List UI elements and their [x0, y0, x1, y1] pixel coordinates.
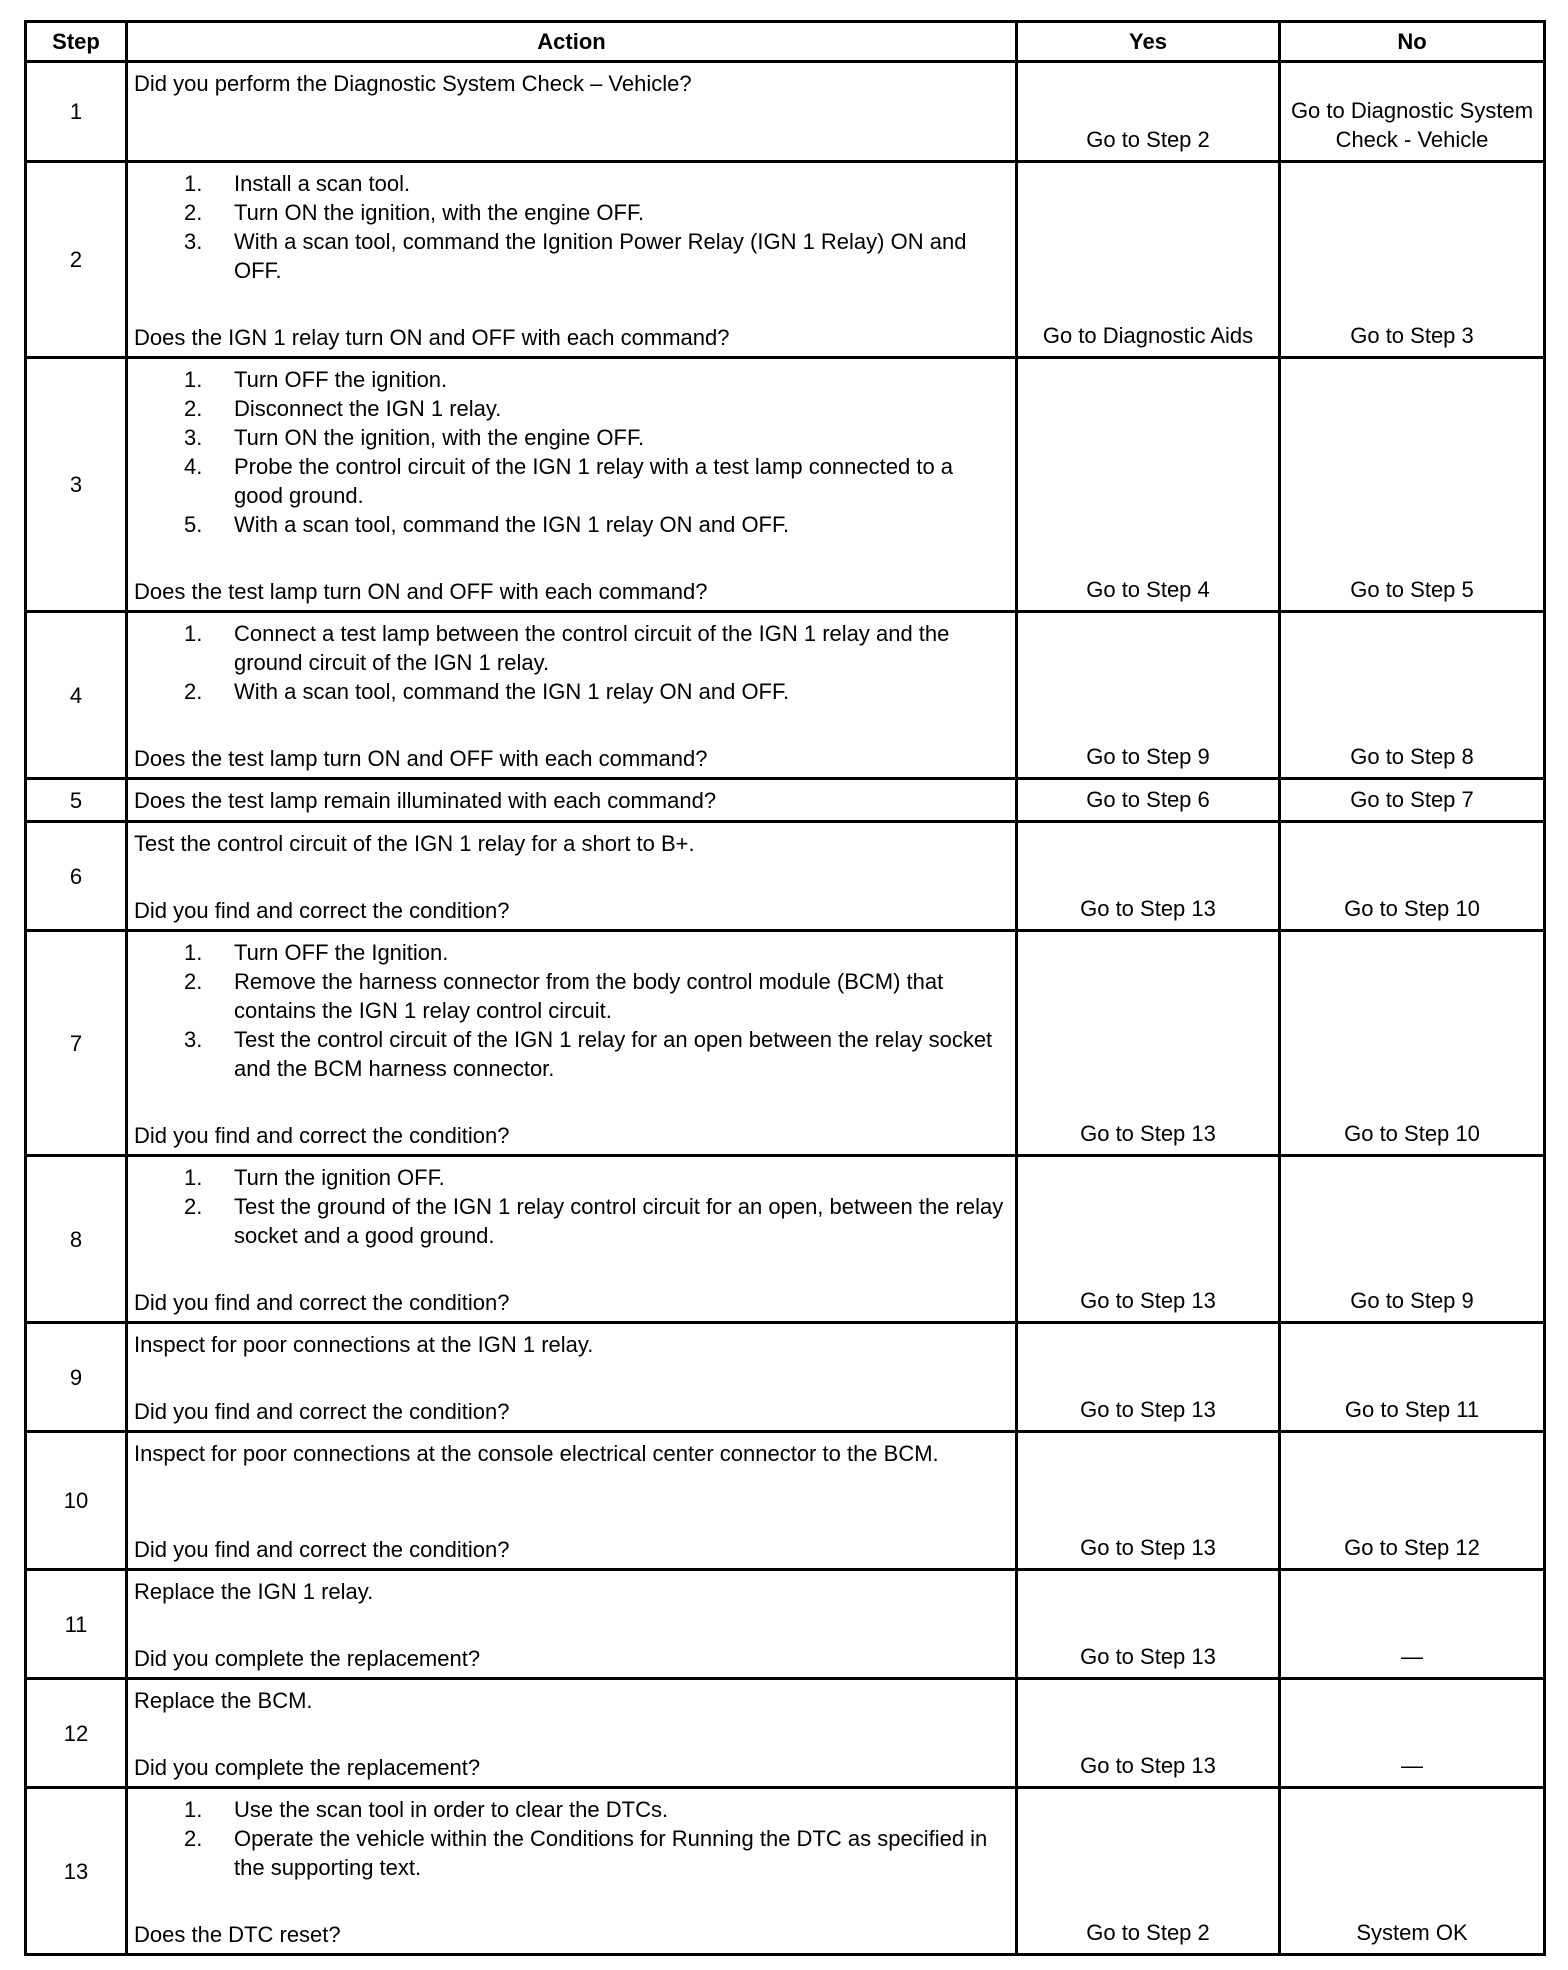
yes-result: Go to Step 13 — [1017, 1432, 1280, 1570]
procedure-item-text: Connect a test lamp between the control circuit of the IGN 1 relay and the ground circuit of the IGN 1 relay. — [234, 621, 950, 675]
procedure-list — [134, 938, 1007, 1083]
no-result: — — [1280, 1570, 1545, 1679]
no-result: System OK — [1280, 1788, 1545, 1955]
step-number: 4 — [26, 612, 127, 779]
action-instruction: Inspect for poor connections at the console electrical center connector to the BCM. — [134, 1441, 939, 1466]
table-row — [26, 822, 1545, 931]
no-result: Go to Step 5 — [1280, 358, 1545, 612]
step-number: 7 — [26, 931, 127, 1156]
procedure-item-text: Install a scan tool. — [234, 171, 411, 196]
action-question: Does the test lamp turn ON and OFF with each command? — [134, 579, 708, 604]
step-number: 8 — [26, 1156, 127, 1323]
procedure-item — [134, 198, 1007, 227]
step-number: 1 — [26, 62, 127, 162]
action-cell — [127, 358, 1017, 612]
procedure-item-number: 2. — [184, 969, 203, 994]
action-cell — [127, 1570, 1017, 1679]
yes-result: Go to Step 13 — [1017, 822, 1280, 931]
action-cell — [127, 612, 1017, 779]
procedure-item-text: Test the control circuit of the IGN 1 relay for an open between the relay socket and the BCM harness connector. — [234, 1027, 993, 1081]
procedure-item-text: With a scan tool, command the IGN 1 relay ON and OFF. — [234, 679, 790, 704]
action-question: Did you complete the replacement? — [134, 1646, 481, 1671]
step-number: 6 — [26, 822, 127, 931]
procedure-item — [134, 619, 1007, 677]
action-instruction: Test the control circuit of the IGN 1 relay for a short to B+. — [134, 831, 695, 856]
action-question: Did you find and correct the condition? — [134, 1399, 510, 1424]
table-row — [26, 1432, 1545, 1570]
yes-result: Go to Step 13 — [1017, 931, 1280, 1156]
step-number: 5 — [26, 779, 127, 822]
action-cell — [127, 62, 1017, 162]
procedure-item — [134, 169, 1007, 198]
procedure-item — [134, 452, 1007, 510]
table-row — [26, 779, 1545, 822]
diagnostic-table — [24, 20, 1546, 1956]
procedure-item-text: With a scan tool, command the Ignition Power Relay (IGN 1 Relay) ON and OFF. — [234, 229, 967, 283]
step-number: 2 — [26, 162, 127, 358]
action-cell — [127, 822, 1017, 931]
action-cell — [127, 1323, 1017, 1432]
action-question: Does the test lamp turn ON and OFF with each command? — [134, 746, 708, 771]
action-question: Does the test lamp remain illuminated with each command? — [134, 788, 717, 813]
procedure-item-number: 1. — [184, 171, 203, 196]
step-number: 13 — [26, 1788, 127, 1955]
no-result: Go to Step 3 — [1280, 162, 1545, 358]
header-yes: Yes — [1017, 22, 1280, 62]
yes-result: Go to Step 13 — [1017, 1323, 1280, 1432]
procedure-item-text: Probe the control circuit of the IGN 1 relay with a test lamp connected to a good ground. — [234, 454, 954, 508]
procedure-item-text: Test the ground of the IGN 1 relay control circuit for an open, between the relay socket and a good ground. — [234, 1194, 1004, 1248]
step-number: 9 — [26, 1323, 127, 1432]
procedure-item-number: 2. — [184, 1194, 203, 1219]
no-result: Go to Step 9 — [1280, 1156, 1545, 1323]
table-row — [26, 358, 1545, 612]
action-cell — [127, 1679, 1017, 1788]
procedure-item-text: Turn the ignition OFF. — [234, 1165, 445, 1190]
yes-result: Go to Step 6 — [1017, 779, 1280, 822]
table-row — [26, 162, 1545, 358]
header-action: Action — [127, 22, 1017, 62]
procedure-list — [134, 619, 1007, 706]
procedure-item-text: Turn OFF the ignition. — [234, 367, 448, 392]
yes-result: Go to Step 4 — [1017, 358, 1280, 612]
procedure-item-number: 3. — [184, 425, 203, 450]
step-number: 12 — [26, 1679, 127, 1788]
yes-result: Go to Step 2 — [1017, 1788, 1280, 1955]
procedure-item — [134, 227, 1007, 285]
procedure-item-number: 1. — [184, 367, 203, 392]
procedure-item-number: 3. — [184, 229, 203, 254]
table-row — [26, 1679, 1545, 1788]
action-question: Does the DTC reset? — [134, 1922, 341, 1947]
no-result: Go to Step 7 — [1280, 779, 1545, 822]
step-number: 3 — [26, 358, 127, 612]
procedure-item-text: Turn ON the ignition, with the engine OFF. — [234, 200, 645, 225]
no-result: — — [1280, 1679, 1545, 1788]
table-row — [26, 612, 1545, 779]
table-row — [26, 931, 1545, 1156]
procedure-item-number: 1. — [184, 940, 203, 965]
procedure-list — [134, 169, 1007, 285]
action-instruction: Replace the IGN 1 relay. — [134, 1579, 374, 1604]
procedure-item-text: Operate the vehicle within the Conditions for Running the DTC as specified in the supporting text. — [234, 1826, 988, 1880]
table-header-row — [26, 22, 1545, 62]
action-question: Did you find and correct the condition? — [134, 1290, 510, 1315]
no-result: Go to Diagnostic System Check - Vehicle — [1280, 62, 1545, 162]
procedure-item — [134, 394, 1007, 423]
yes-result: Go to Step 9 — [1017, 612, 1280, 779]
procedure-item-number: 3. — [184, 1027, 203, 1052]
procedure-item — [134, 1824, 1007, 1882]
procedure-item-text: Remove the harness connector from the body control module (BCM) that contains the IGN 1 relay control circuit. — [234, 969, 944, 1023]
procedure-item-number: 2. — [184, 200, 203, 225]
action-instruction: Did you perform the Diagnostic System Check – Vehicle? — [134, 71, 692, 96]
step-number: 10 — [26, 1432, 127, 1570]
yes-result: Go to Step 13 — [1017, 1570, 1280, 1679]
procedure-item-number: 1. — [184, 1165, 203, 1190]
procedure-list — [134, 365, 1007, 539]
action-cell — [127, 1156, 1017, 1323]
step-number: 11 — [26, 1570, 127, 1679]
action-cell — [127, 931, 1017, 1156]
procedure-item-number: 1. — [184, 621, 203, 646]
procedure-item — [134, 1025, 1007, 1083]
yes-result: Go to Step 2 — [1017, 62, 1280, 162]
procedure-item — [134, 1192, 1007, 1250]
action-cell — [127, 1432, 1017, 1570]
header-no: No — [1280, 22, 1545, 62]
procedure-item — [134, 967, 1007, 1025]
action-question: Does the IGN 1 relay turn ON and OFF with each command? — [134, 325, 730, 350]
procedure-item — [134, 423, 1007, 452]
procedure-item-text: Disconnect the IGN 1 relay. — [234, 396, 502, 421]
procedure-item-text: Turn ON the ignition, with the engine OFF. — [234, 425, 645, 450]
procedure-item-number: 2. — [184, 396, 203, 421]
action-question: Did you complete the replacement? — [134, 1755, 481, 1780]
header-step: Step — [26, 22, 127, 62]
yes-result: Go to Step 13 — [1017, 1679, 1280, 1788]
action-question: Did you find and correct the condition? — [134, 898, 510, 923]
action-question: Did you find and correct the condition? — [134, 1537, 510, 1562]
yes-result: Go to Step 13 — [1017, 1156, 1280, 1323]
action-question: Did you find and correct the condition? — [134, 1123, 510, 1148]
procedure-item-text: Turn OFF the Ignition. — [234, 940, 449, 965]
procedure-item-number: 2. — [184, 1826, 203, 1851]
table-row — [26, 62, 1545, 162]
action-cell — [127, 779, 1017, 822]
no-result: Go to Step 10 — [1280, 931, 1545, 1156]
procedure-item-text: With a scan tool, command the IGN 1 relay ON and OFF. — [234, 512, 790, 537]
procedure-item — [134, 365, 1007, 394]
procedure-item-number: 1. — [184, 1797, 203, 1822]
procedure-list — [134, 1163, 1007, 1250]
table-row — [26, 1788, 1545, 1955]
yes-result: Go to Diagnostic Aids — [1017, 162, 1280, 358]
action-cell — [127, 1788, 1017, 1955]
procedure-list — [134, 1795, 1007, 1882]
procedure-item-number: 4. — [184, 454, 203, 479]
table-row — [26, 1156, 1545, 1323]
no-result: Go to Step 12 — [1280, 1432, 1545, 1570]
procedure-item — [134, 1795, 1007, 1824]
procedure-item — [134, 938, 1007, 967]
table-row — [26, 1323, 1545, 1432]
action-instruction: Replace the BCM. — [134, 1688, 313, 1713]
action-cell — [127, 162, 1017, 358]
no-result: Go to Step 8 — [1280, 612, 1545, 779]
procedure-item-number: 5. — [184, 512, 203, 537]
action-instruction: Inspect for poor connections at the IGN 1 relay. — [134, 1332, 594, 1357]
procedure-item — [134, 510, 1007, 539]
no-result: Go to Step 10 — [1280, 822, 1545, 931]
procedure-item-number: 2. — [184, 679, 203, 704]
no-result: Go to Step 11 — [1280, 1323, 1545, 1432]
procedure-item-text: Use the scan tool in order to clear the DTCs. — [234, 1797, 669, 1822]
procedure-item — [134, 677, 1007, 706]
table-row — [26, 1570, 1545, 1679]
procedure-item — [134, 1163, 1007, 1192]
